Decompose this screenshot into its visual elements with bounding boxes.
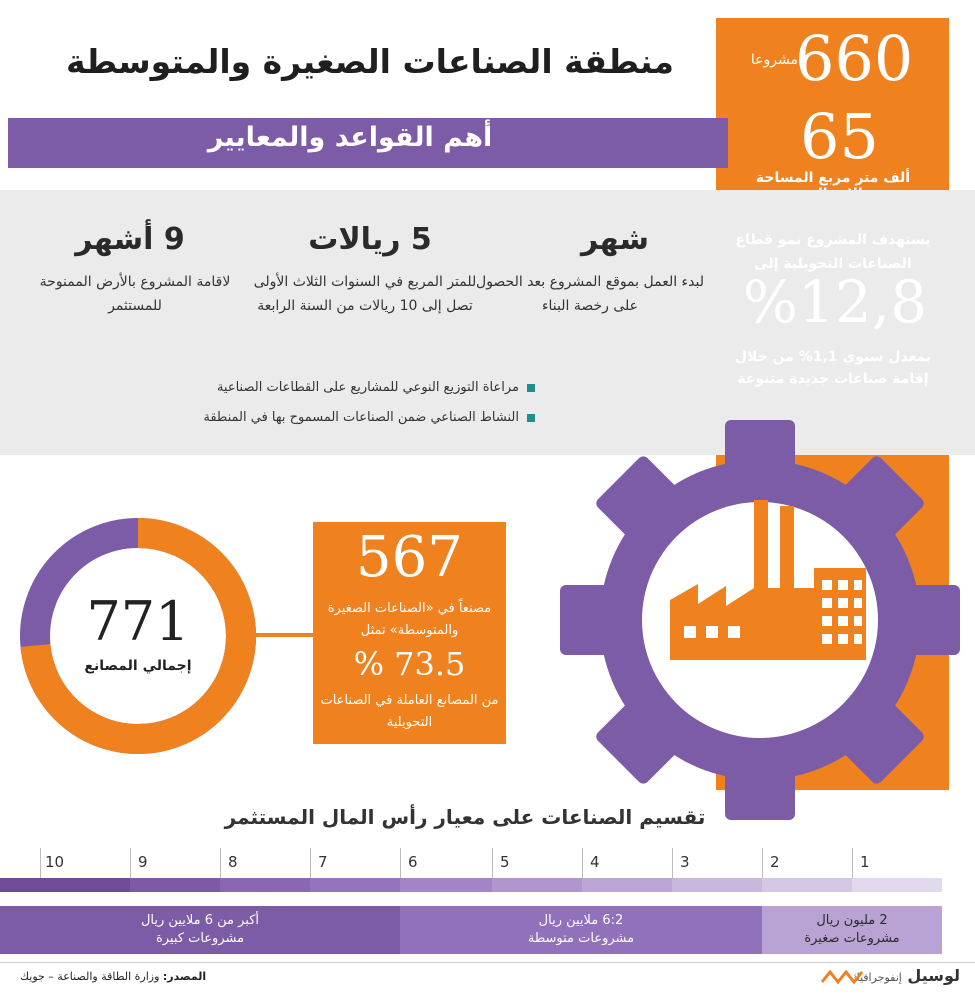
tick-line bbox=[492, 848, 493, 878]
gear-factory-icon bbox=[560, 420, 960, 820]
bullet-text: مراعاة التوزيع النوعي للمشاريع على القطاعات الصناعية bbox=[216, 380, 519, 395]
rule-heading: 5 ريالات bbox=[308, 222, 432, 257]
tick-label: 7 bbox=[318, 853, 328, 871]
tick-label: 3 bbox=[680, 853, 690, 871]
source-label: المصدر: bbox=[162, 970, 207, 983]
tick-line bbox=[582, 848, 583, 878]
tick-line bbox=[852, 848, 853, 878]
tick-line bbox=[310, 848, 311, 878]
bullet-square-icon bbox=[527, 414, 535, 422]
tick-line bbox=[130, 848, 131, 878]
sme-factories-count: 567 bbox=[356, 525, 463, 590]
scale-segment bbox=[0, 878, 130, 892]
tick-label: 8 bbox=[228, 853, 238, 871]
rule-heading: 9 أشهر bbox=[75, 222, 185, 257]
growth-description: يستهدف المشروع نمو قطاع الصناعات التحويلية إلى bbox=[735, 232, 931, 272]
bullet-text: النشاط الصناعي ضمن الصناعات المسموح بها في المنطقة bbox=[203, 410, 519, 425]
source-credit bbox=[20, 970, 206, 983]
tick-line bbox=[762, 848, 763, 878]
connector-line bbox=[250, 633, 315, 637]
scale-title: تقسيم الصناعات على معيار رأس المال المستثمر bbox=[224, 805, 706, 829]
brand-name: لوسيل bbox=[907, 966, 960, 985]
scale-segment bbox=[310, 878, 400, 892]
growth-note: بمعدل سنوي 1,1% من خلال إقامة صناعات جديدة متنوعة bbox=[734, 349, 932, 387]
scale-segment bbox=[582, 878, 672, 892]
bullet-item bbox=[203, 410, 535, 425]
area-label: ألف متر مربع المساحة bbox=[755, 170, 911, 186]
total-factories-value: 771 bbox=[86, 590, 190, 653]
scale-segment bbox=[762, 878, 852, 892]
rule-text: للمتر المربع في السنوات الثلاث الأولى تصل إلى 10 ريالات من السنة الرابعة bbox=[253, 274, 477, 314]
tick-line bbox=[672, 848, 673, 878]
total-factories-label: إجمالي المصانع bbox=[84, 658, 192, 674]
page-title: منطقة الصناعات الصغيرة والمتوسطة bbox=[66, 42, 674, 81]
scale-segment bbox=[220, 878, 310, 892]
bullet-item bbox=[217, 380, 535, 395]
scale-segment bbox=[852, 878, 942, 892]
sme-factories-text: مصنعاً في «الصناعات الصغيرة والمتوسطة» تمثل bbox=[327, 601, 492, 638]
tick-label: 9 bbox=[138, 853, 148, 871]
tick-label: 6 bbox=[408, 853, 418, 871]
growth-value: %12,8 bbox=[742, 268, 928, 336]
rule-text: لاقامة المشروع بالأرض الممنوحة للمستثمر bbox=[39, 274, 231, 314]
category-label: مشروعات متوسطة bbox=[527, 931, 635, 946]
category-large bbox=[0, 906, 400, 954]
tick-line bbox=[220, 848, 221, 878]
tick-line bbox=[400, 848, 401, 878]
footer-divider bbox=[0, 962, 975, 963]
category-range: 6:2 ملايين ريال bbox=[538, 913, 624, 928]
rule-text: لبدء العمل بموقع المشروع بعد الحصول على رخصة البناء bbox=[476, 274, 704, 314]
source-text: وزارة الطاقة والصناعة – جويك bbox=[20, 970, 160, 983]
category-medium bbox=[400, 906, 762, 954]
category-range: 2 مليون ريال bbox=[816, 913, 888, 928]
category-small bbox=[762, 906, 942, 954]
area-value: 65 bbox=[800, 100, 879, 173]
tick-label: 5 bbox=[500, 853, 510, 871]
tick-label: 2 bbox=[770, 853, 780, 871]
tick-label: 1 bbox=[860, 853, 870, 871]
category-range: أكبر من 6 ملايين ريال bbox=[140, 913, 260, 928]
tick-label: 4 bbox=[590, 853, 600, 871]
scale-segment bbox=[672, 878, 762, 892]
tick-line bbox=[40, 848, 41, 878]
bullet-square-icon bbox=[527, 384, 535, 392]
brand-wave-icon bbox=[820, 968, 870, 986]
scale-segment bbox=[130, 878, 220, 892]
sme-factories-percent: % 73.5 bbox=[353, 645, 466, 683]
projects-unit: مشروعا bbox=[750, 52, 798, 68]
scale-segment bbox=[492, 878, 582, 892]
tick-label: 10 bbox=[45, 853, 65, 871]
projects-count: 660 bbox=[795, 22, 914, 95]
category-label: مشروعات صغيرة bbox=[804, 931, 900, 946]
rule-heading: شهر bbox=[581, 222, 649, 257]
scale-segment bbox=[400, 878, 492, 892]
brand-subtitle: إنفوجرافيك bbox=[850, 971, 902, 984]
subtitle: أهم القواعد والمعايير bbox=[207, 122, 493, 153]
category-label: مشروعات كبيرة bbox=[155, 931, 245, 946]
sme-percent-text: من المصانع العاملة في الصناعات التحويلية bbox=[320, 693, 499, 730]
